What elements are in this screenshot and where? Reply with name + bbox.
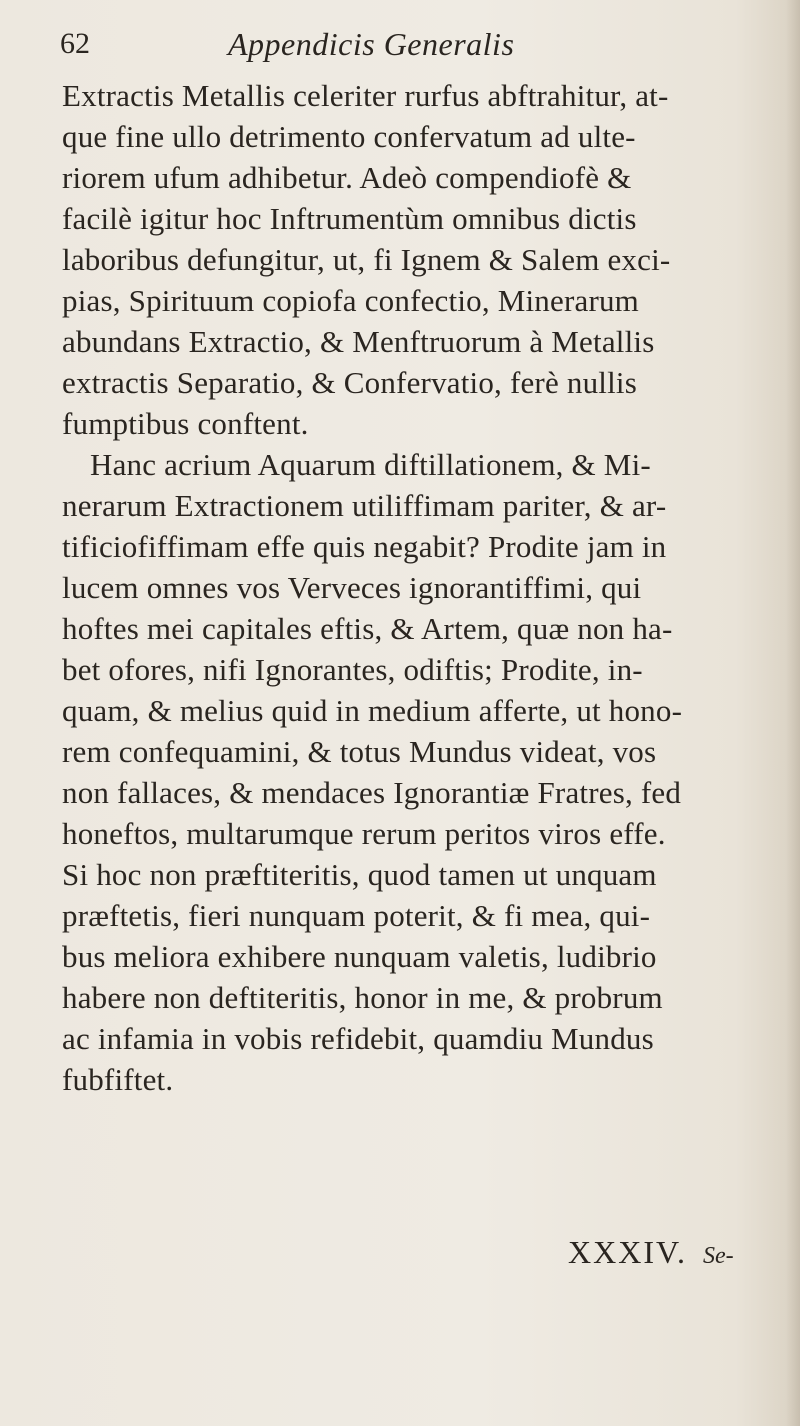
text-line: laboribus defungitur, ut, fi Ignem & Salem exci-	[62, 242, 671, 277]
page-footer	[568, 1232, 734, 1276]
text-line: lucem omnes vos Verveces ignorantiffimi, qui	[62, 570, 642, 605]
text-line: extractis Separatio, & Confervatio, ferè nullis	[62, 365, 637, 400]
paragraph-start-line: Hanc acrium Aquarum diftillationem, & Mi-	[90, 447, 651, 482]
text-line: riorem ufum adhibetur. Adeò compendiofè &	[62, 160, 632, 195]
text-line: ac infamia in vobis refidebit, quamdiu Mundus	[62, 1021, 654, 1056]
text-line: tificiofiffimam effe quis negabit? Prodite jam in	[62, 529, 667, 564]
text-line: Extractis Metallis celeriter rurfus abftrahitur, at-	[62, 78, 669, 113]
text-line: pias, Spirituum copiofa confectio, Minerarum	[62, 283, 639, 318]
text-line: nerarum Extractionem utiliffimam pariter, & ar-	[62, 488, 667, 523]
text-line: honeftos, multarumque rerum peritos viros effe.	[62, 816, 666, 851]
signature-mark: XXXIV.	[568, 1234, 687, 1270]
text-line: bet ofores, nifi Ignorantes, odiftis; Prodite, in-	[62, 652, 643, 687]
page-edge-shadow	[786, 0, 800, 1426]
text-line: quam, & melius quid in medium afferte, ut hono-	[62, 693, 683, 728]
page-number: 62	[60, 27, 90, 60]
text-line: Si hoc non præftiteritis, quod tamen ut unquam	[62, 857, 657, 892]
text-line: præftetis, fieri nunquam poterit, & fi mea, qui-	[62, 898, 651, 933]
running-head: Appendicis Generalis	[228, 26, 515, 62]
text-line: abundans Extractio, & Menftruorum à Metallis	[62, 324, 655, 359]
text-line: que fine ullo detrimento confervatum ad ulte-	[62, 119, 636, 154]
page-header	[60, 24, 760, 64]
text-line: habere non deftiteritis, honor in me, & probrum	[62, 980, 663, 1015]
text-line: fumptibus conftent.	[62, 406, 309, 441]
body-text	[62, 75, 782, 1100]
text-line: rem confequamini, & totus Mundus videat, vos	[62, 734, 657, 769]
text-line: fubfiftet.	[62, 1062, 174, 1097]
text-line: hoftes mei capitales eftis, & Artem, quæ non ha-	[62, 611, 673, 646]
catchword: Se-	[702, 1243, 734, 1269]
text-line: non fallaces, & mendaces Ignorantiæ Fratres, fed	[62, 775, 682, 810]
text-line: bus meliora exhibere nunquam valetis, ludibrio	[62, 939, 657, 974]
text-line: facilè igitur hoc Inftrumentùm omnibus dictis	[62, 201, 637, 236]
